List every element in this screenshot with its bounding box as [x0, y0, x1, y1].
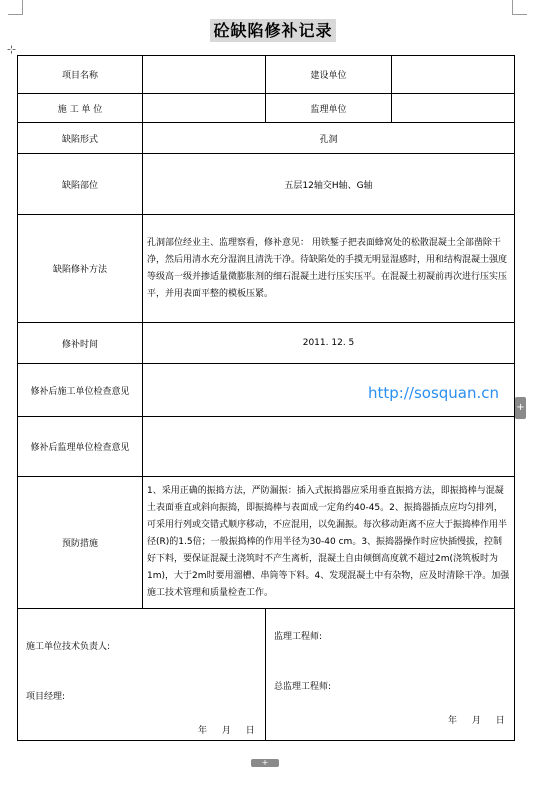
- table-row: [18, 609, 515, 741]
- bottom-expand-icon[interactable]: +: [251, 759, 279, 767]
- builder-check-label: 修补后施工单位检查意见: [18, 364, 143, 417]
- defect-form-value[interactable]: 孔洞: [143, 123, 515, 154]
- supervisor-check-label: 修补后监理单位检查意见: [18, 417, 143, 477]
- table-row: [18, 323, 515, 364]
- chief-supervising-engineer-label: 总监理工程师:: [274, 682, 332, 692]
- page-corner-top-right: [512, 0, 527, 15]
- table-row: [18, 154, 515, 215]
- builder-label: 施 工 单 位: [18, 94, 143, 123]
- supervisor-signature-cell[interactable]: [266, 609, 515, 741]
- supervisor-check-value[interactable]: [143, 417, 515, 477]
- table-row: [18, 94, 515, 123]
- defect-location-label: 缺陷部位: [18, 154, 143, 215]
- watermark-url: http://sosquan.cn: [368, 384, 500, 402]
- defect-location-value[interactable]: 五层12轴交H轴、G轴: [143, 154, 515, 215]
- supervisor-value[interactable]: [392, 94, 515, 123]
- repair-time-value[interactable]: 2011. 12. 5: [143, 323, 515, 364]
- repair-method-value[interactable]: 孔洞部位经业主、监理察看，修补意见： 用铁錾子把表面蜂窝处的松散混凝土全部凿除干净，然后用清水充分湿润且清洗干净。待缺陷处的手摸无明显湿感时，用和结构混凝土强度等级高一级并掺适量微膨胀剂的细石混凝土进行压实压平。在混凝土初凝前再次进行压实压平，并用表面平整的模板压紧。: [143, 215, 515, 323]
- side-expand-icon[interactable]: +: [515, 397, 526, 419]
- repair-time-label: 修补时间: [18, 323, 143, 364]
- prevention-value[interactable]: 1、采用正确的振捣方法，严防漏振：插入式振捣器应采用垂直振捣方法，即振捣棒与混凝土表面垂直或斜向振捣，即振捣棒与表面成一定角约40-45。2、振捣器插点应均匀排列，可采用行列或交错式顺序移动，不应混用，以免漏振。每次移动距离不应大于振捣棒作用半径(R)的1.5倍；一般振捣棒的作用半径为30-40 cm。3、振捣器操作时应快插慢拔，控制好下料，要保证混凝土浇筑时不产生离析，混凝土自由倾倒高度就不超过2m(浇筑板时为1m)，大于2m时要用溜槽、串筒等下料。4、发现混凝土中有杂物，应及时清除干净。加强施工技术管理和质量检查工作。: [143, 477, 515, 609]
- document-title: 砼缺陷修补记录: [210, 19, 336, 42]
- table-row: [18, 56, 515, 94]
- builder-tech-lead-label: 施工单位技术负责人:: [26, 642, 111, 652]
- builder-date-label: 年 月 日: [198, 726, 255, 736]
- construction-company-value[interactable]: [392, 56, 515, 94]
- supervisor-label: 监理单位: [266, 94, 392, 123]
- table-row: [18, 417, 515, 477]
- table-row: [18, 477, 515, 609]
- supervising-engineer-label: 监理工程师:: [274, 632, 323, 642]
- table-row: [18, 215, 515, 323]
- builder-signature-cell[interactable]: [18, 609, 266, 741]
- defect-form-label: 缺陷形式: [18, 123, 143, 154]
- supervisor-date-label: 年 月 日: [448, 716, 505, 726]
- page-corner-top-left: [8, 0, 23, 15]
- table-move-handle-icon[interactable]: ⊹: [6, 43, 17, 56]
- builder-value[interactable]: [143, 94, 266, 123]
- project-manager-label: 项目经理:: [26, 692, 66, 702]
- repair-method-label: 缺陷修补方法: [18, 215, 143, 323]
- project-name-label: 项目名称: [18, 56, 143, 94]
- project-name-value[interactable]: [143, 56, 266, 94]
- prevention-label: 预防措施: [18, 477, 143, 609]
- table-row: [18, 123, 515, 154]
- construction-company-label: 建设单位: [266, 56, 392, 94]
